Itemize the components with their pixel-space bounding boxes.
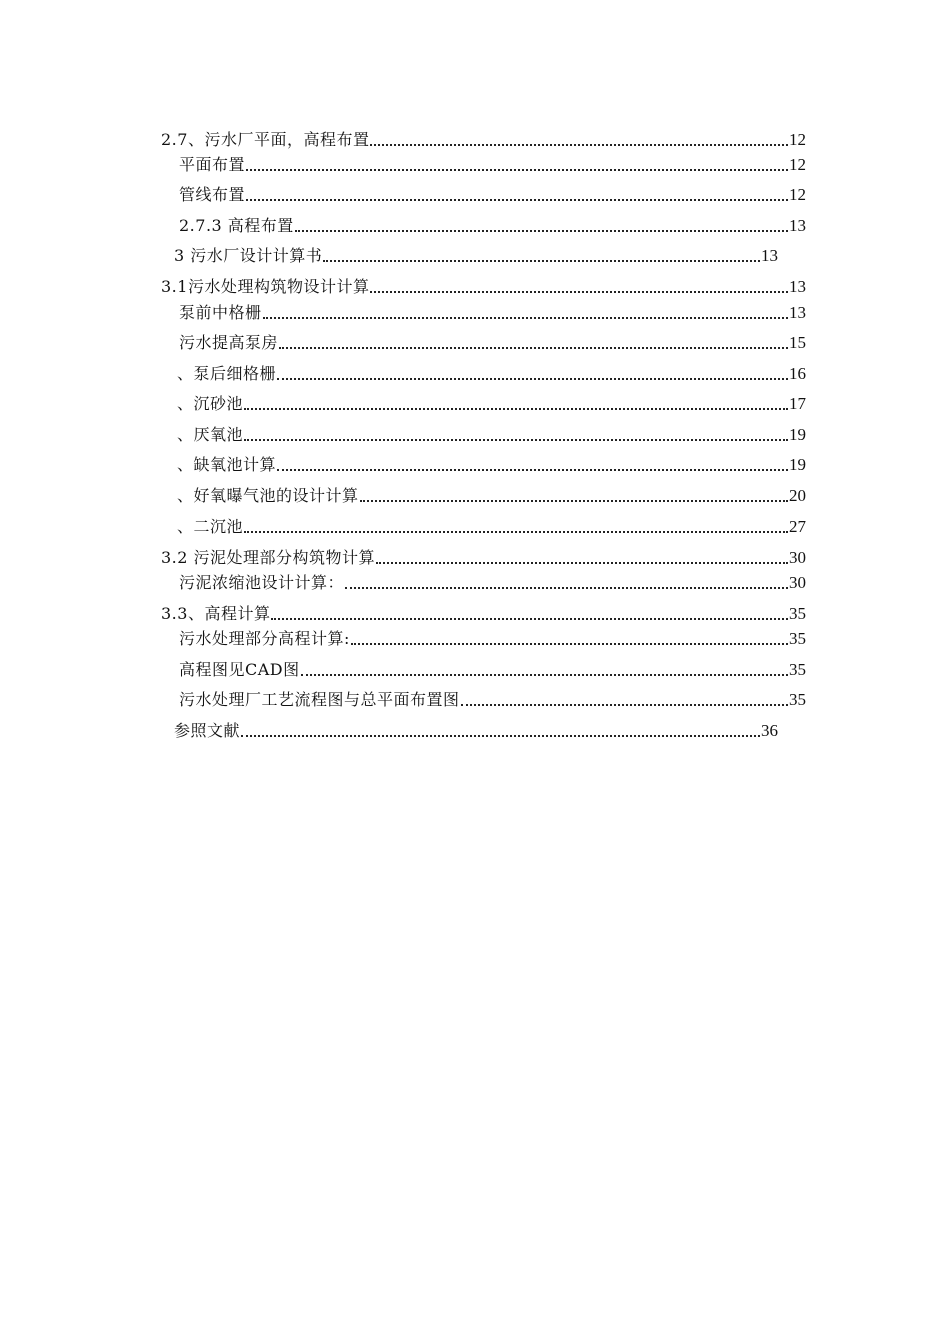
toc-entry-title: 污水处理部分高程计算:: [179, 629, 350, 648]
toc-entry-page: 36: [761, 721, 778, 740]
toc-leader-dots: [263, 317, 788, 319]
toc-entry-title: 、二沉池: [177, 517, 244, 536]
toc-entry-page: 15: [789, 333, 806, 352]
toc-entry-title: 3.1污水处理构筑物设计计算: [161, 277, 370, 296]
toc-entry-title: 参照文献: [174, 721, 241, 740]
toc-leader-dots: [244, 531, 788, 533]
toc-entry-page: 12: [789, 155, 806, 174]
toc-entry-page: 35: [789, 660, 806, 679]
toc-entry-page: 16: [789, 364, 806, 383]
toc-entry-page: 12: [789, 130, 806, 149]
toc-entry-title: 管线布置: [179, 185, 246, 204]
toc-leader-dots: [271, 618, 788, 620]
toc-entry-page: 12: [789, 185, 806, 204]
toc-entry: [179, 181, 806, 205]
toc-entry-title: 、缺氧池计算: [177, 455, 277, 474]
toc-entry-page: 19: [789, 455, 806, 474]
toc-entry: [177, 513, 806, 537]
toc-entry-title: 3.2 污泥处理部分构筑物计算: [161, 548, 376, 567]
toc-entry-page: 13: [789, 216, 806, 235]
toc-leader-dots: [277, 469, 788, 471]
toc-leader-dots: [360, 500, 788, 502]
toc-entry: [174, 242, 778, 266]
toc-leader-dots: [351, 643, 788, 645]
toc-leader-dots: [295, 230, 788, 232]
toc-entry-page: 20: [789, 486, 806, 505]
toc-entry-page: 13: [761, 246, 778, 265]
toc-entry-title: 3.3、高程计算: [161, 604, 271, 623]
toc-leader-dots: [370, 144, 788, 146]
toc-leader-dots: [370, 291, 788, 293]
toc-leader-dots: [345, 587, 788, 589]
toc-entry-page: 30: [789, 548, 806, 567]
toc-entry-page: 27: [789, 517, 806, 536]
toc-leader-dots: [246, 199, 788, 201]
toc-leader-dots: [244, 408, 788, 410]
toc-entry: [177, 390, 806, 414]
toc-entry-title: 、好氧曝气池的设计计算: [177, 486, 359, 505]
toc-entry-title: 、泵后细格栅: [177, 364, 277, 383]
toc-leader-dots: [241, 735, 760, 737]
toc-entry-page: 35: [789, 690, 806, 709]
toc-leader-dots: [461, 704, 788, 706]
toc-entry: [177, 421, 806, 445]
toc-leader-dots: [244, 439, 788, 441]
toc-entry-title: 泵前中格栅: [179, 303, 262, 322]
toc-entry-title: 污泥浓缩池设计计算：: [179, 573, 345, 592]
toc-entry-page: 30: [789, 573, 806, 592]
toc-leader-dots: [246, 169, 788, 171]
toc-entry: [177, 482, 806, 506]
toc-entry: [177, 360, 806, 384]
toc-entry: [179, 299, 806, 323]
toc-entry-title: 高程图见CAD图: [179, 660, 300, 679]
toc-entry-page: 35: [789, 629, 806, 648]
toc-entry: [179, 656, 806, 680]
toc-leader-dots: [277, 378, 788, 380]
toc-entry: [174, 717, 778, 741]
toc-entry: [161, 544, 806, 568]
toc-entry-page: 35: [789, 604, 806, 623]
toc-entry-title: 污水提高泵房: [179, 333, 279, 352]
toc-entry-title: 平面布置: [179, 155, 246, 174]
toc-entry: [161, 600, 806, 624]
toc-entry-page: 17: [789, 394, 806, 413]
toc-entry: [161, 126, 806, 150]
toc-leader-dots: [376, 562, 788, 564]
toc-entry-title: 污水处理厂工艺流程图与总平面布置图: [179, 690, 460, 709]
toc-leader-dots: [323, 260, 760, 262]
toc-entry: [179, 569, 806, 593]
toc-entry: [179, 625, 806, 649]
toc-entry: [179, 329, 806, 353]
toc-entry: [179, 151, 806, 175]
toc-entry-title: 2.7.3 高程布置: [179, 216, 294, 235]
toc-entry: [179, 212, 806, 236]
toc-entry-title: 2.7、污水厂平面，高程布置: [161, 130, 370, 149]
toc-entry-title: 、厌氧池: [177, 425, 244, 444]
toc-entry-title: 3 污水厂设计计算书: [174, 246, 323, 265]
toc-leader-dots: [301, 674, 788, 676]
toc-entry-page: 13: [789, 277, 806, 296]
toc-entry-page: 13: [789, 303, 806, 322]
toc-entry: [179, 686, 806, 710]
toc-entry-page: 19: [789, 425, 806, 444]
toc-leader-dots: [279, 347, 788, 349]
toc-entry-title: 、沉砂池: [177, 394, 244, 413]
toc-entry: [177, 451, 806, 475]
toc-entry: [161, 273, 806, 297]
